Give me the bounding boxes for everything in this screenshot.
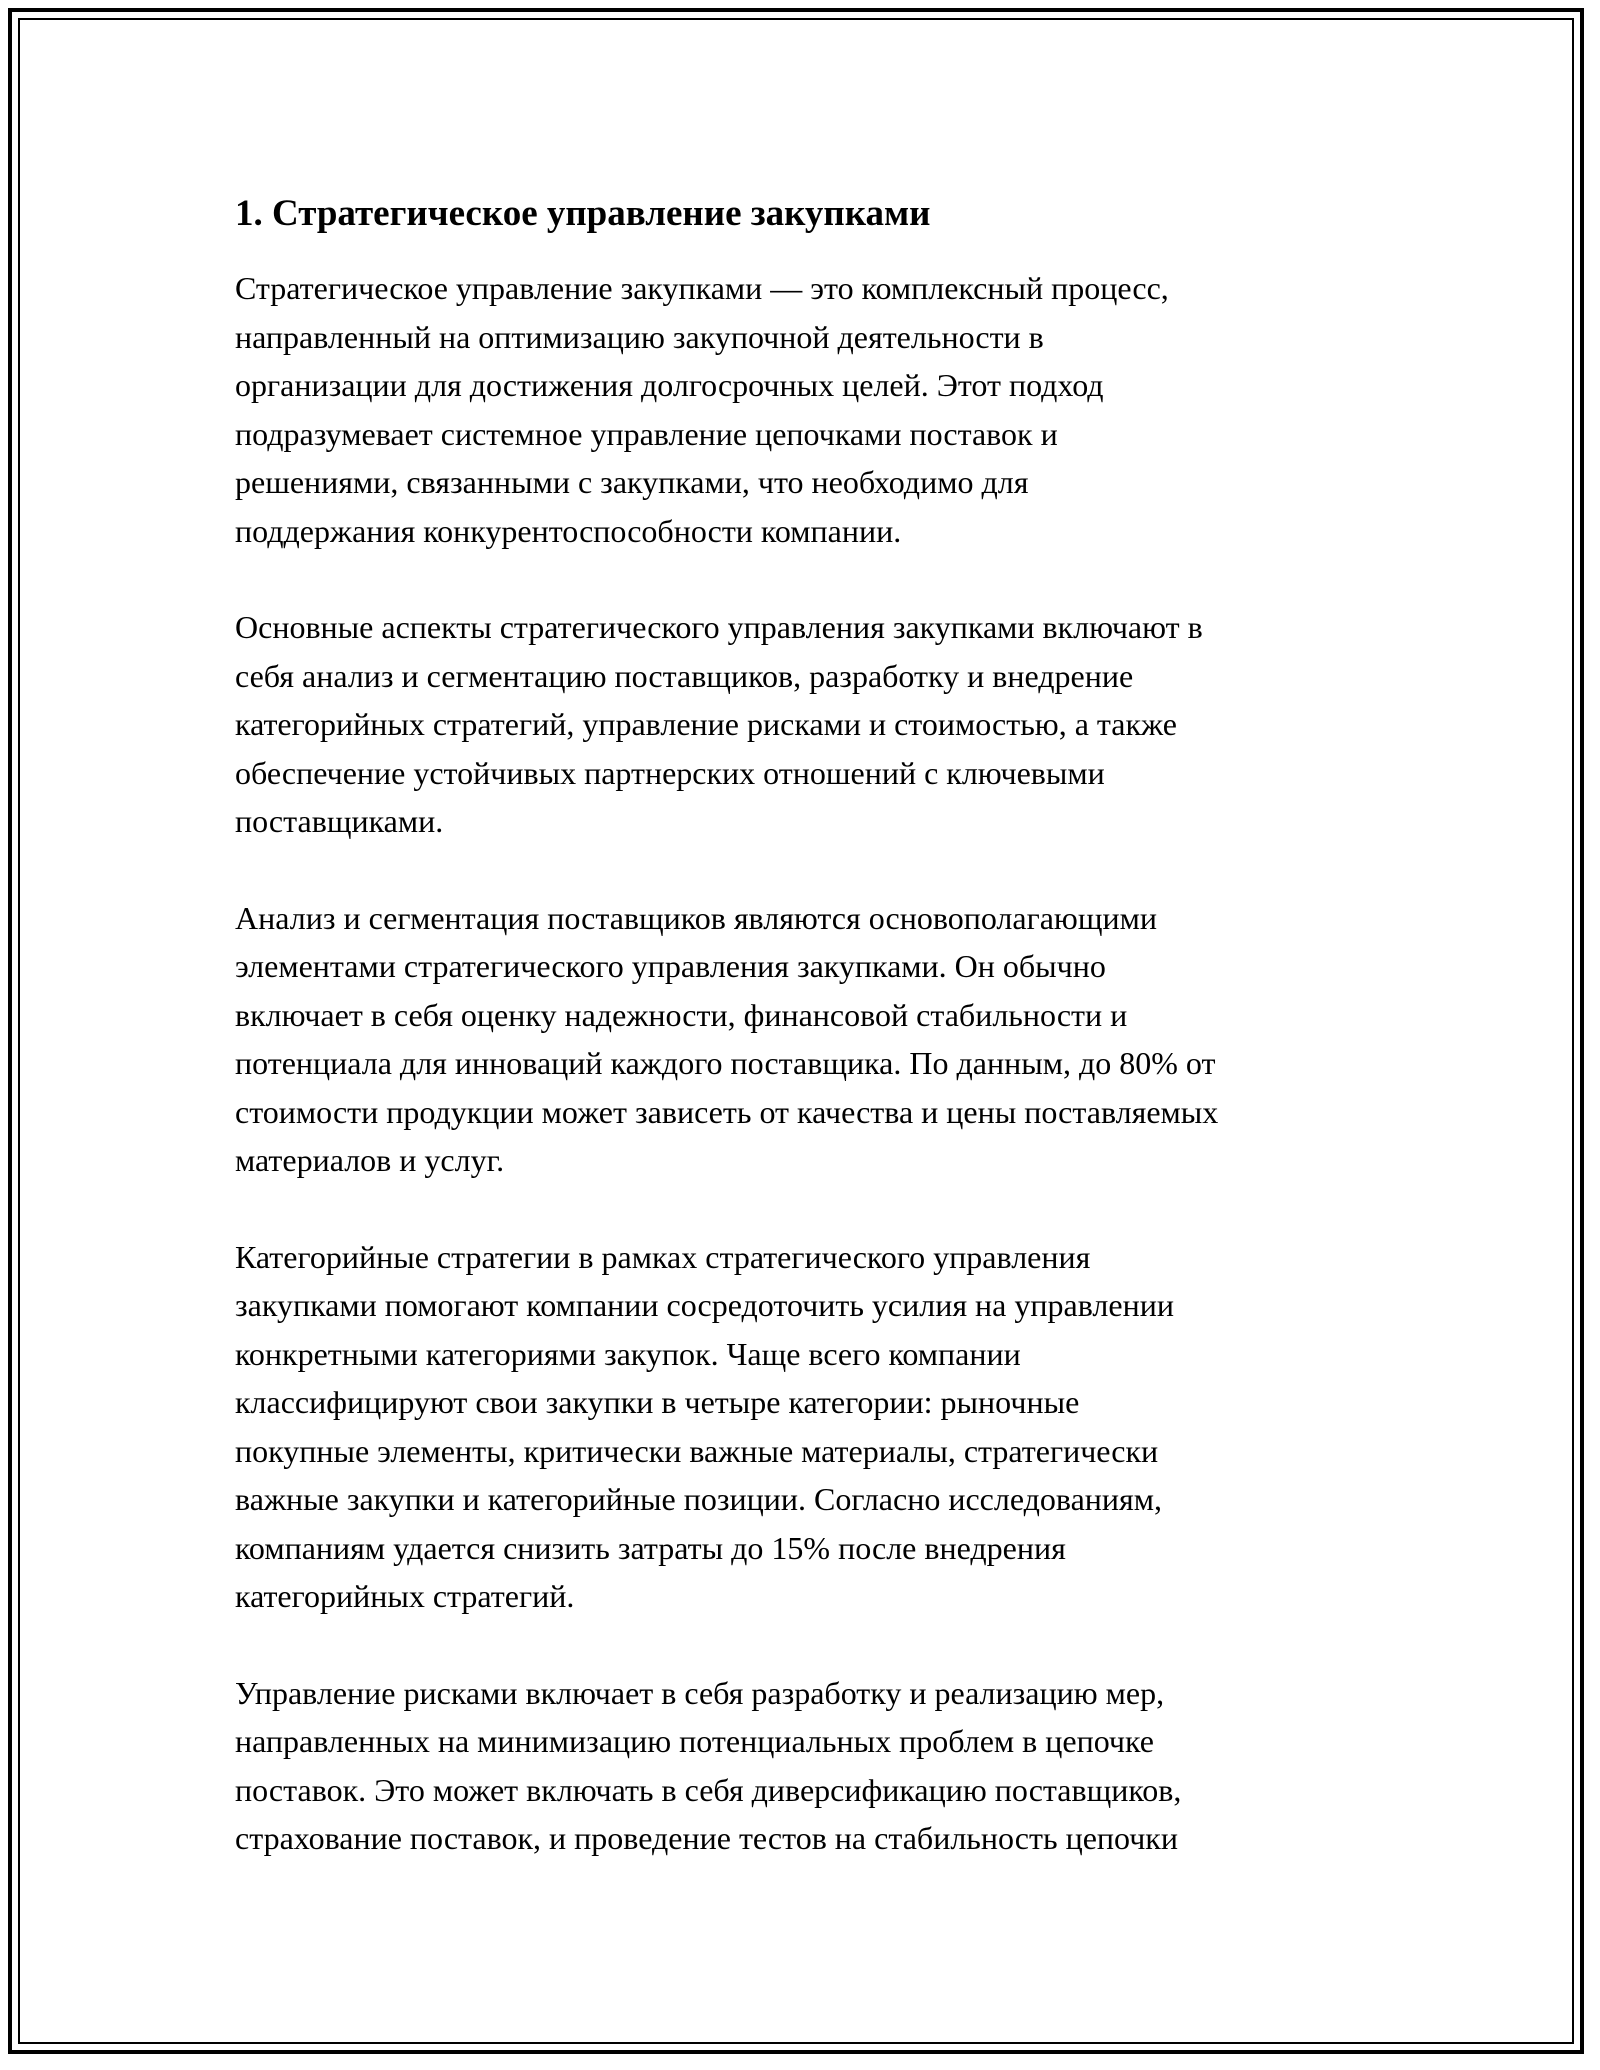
paragraph-5: Управление рисками включает в себя разработку и реализацию мер, направленных на минимизацию потенциальных проблем в цепочке поставок. Это может включать в себя диверсификацию поставщиков, страхование поставок, и проведение тестов на стабильность цепочки [235, 1674, 1182, 1856]
paragraph-1: Стратегическое управление закупками — это комплексный процесс, направленный на оптимизацию закупочной деятельности в организации для достижения долгосрочных целей. Этот подход подразумевает системное управление цепочками поставок и решениями, связанными с закупками, что необходимо для поддержания конкурентоспособности компании. [235, 270, 1169, 549]
paragraph-3: Анализ и сегментация поставщиков являются основополагающими элементами стратегического управления закупками. Он обычно включает в себя оценку надежности, финансовой стабильности и потенциала для инноваций каждого поставщика. По данным, до 80% от стоимости продукции может зависеть от качества и цены поставляемых материалов и услуг. [235, 899, 1219, 1178]
document-body [235, 188, 1375, 1911]
paragraph-4: Категорийные стратегии в рамках стратегического управления закупками помогают компании сосредоточить усилия на управлении конкретными категориями закупок. Чаще всего компании классифицируют свои закупки в четыре категории: рыночные покупные элементы, критически важные материалы, стратегически важные закупки и категорийные позиции. Согласно исследованиям, компаниям удается снизить затраты до 15% после внедрения категорийных стратегий. [235, 1238, 1174, 1614]
paragraph-2: Основные аспекты стратегического управления закупками включают в себя анализ и сегментацию поставщиков, разработку и внедрение категорийных стратегий, управление рисками и стоимостью, а также обеспечение устойчивых партнерских отношений с ключевыми поставщиками. [235, 609, 1203, 839]
section-heading: 1. Стратегическое управление закупками [235, 193, 931, 234]
